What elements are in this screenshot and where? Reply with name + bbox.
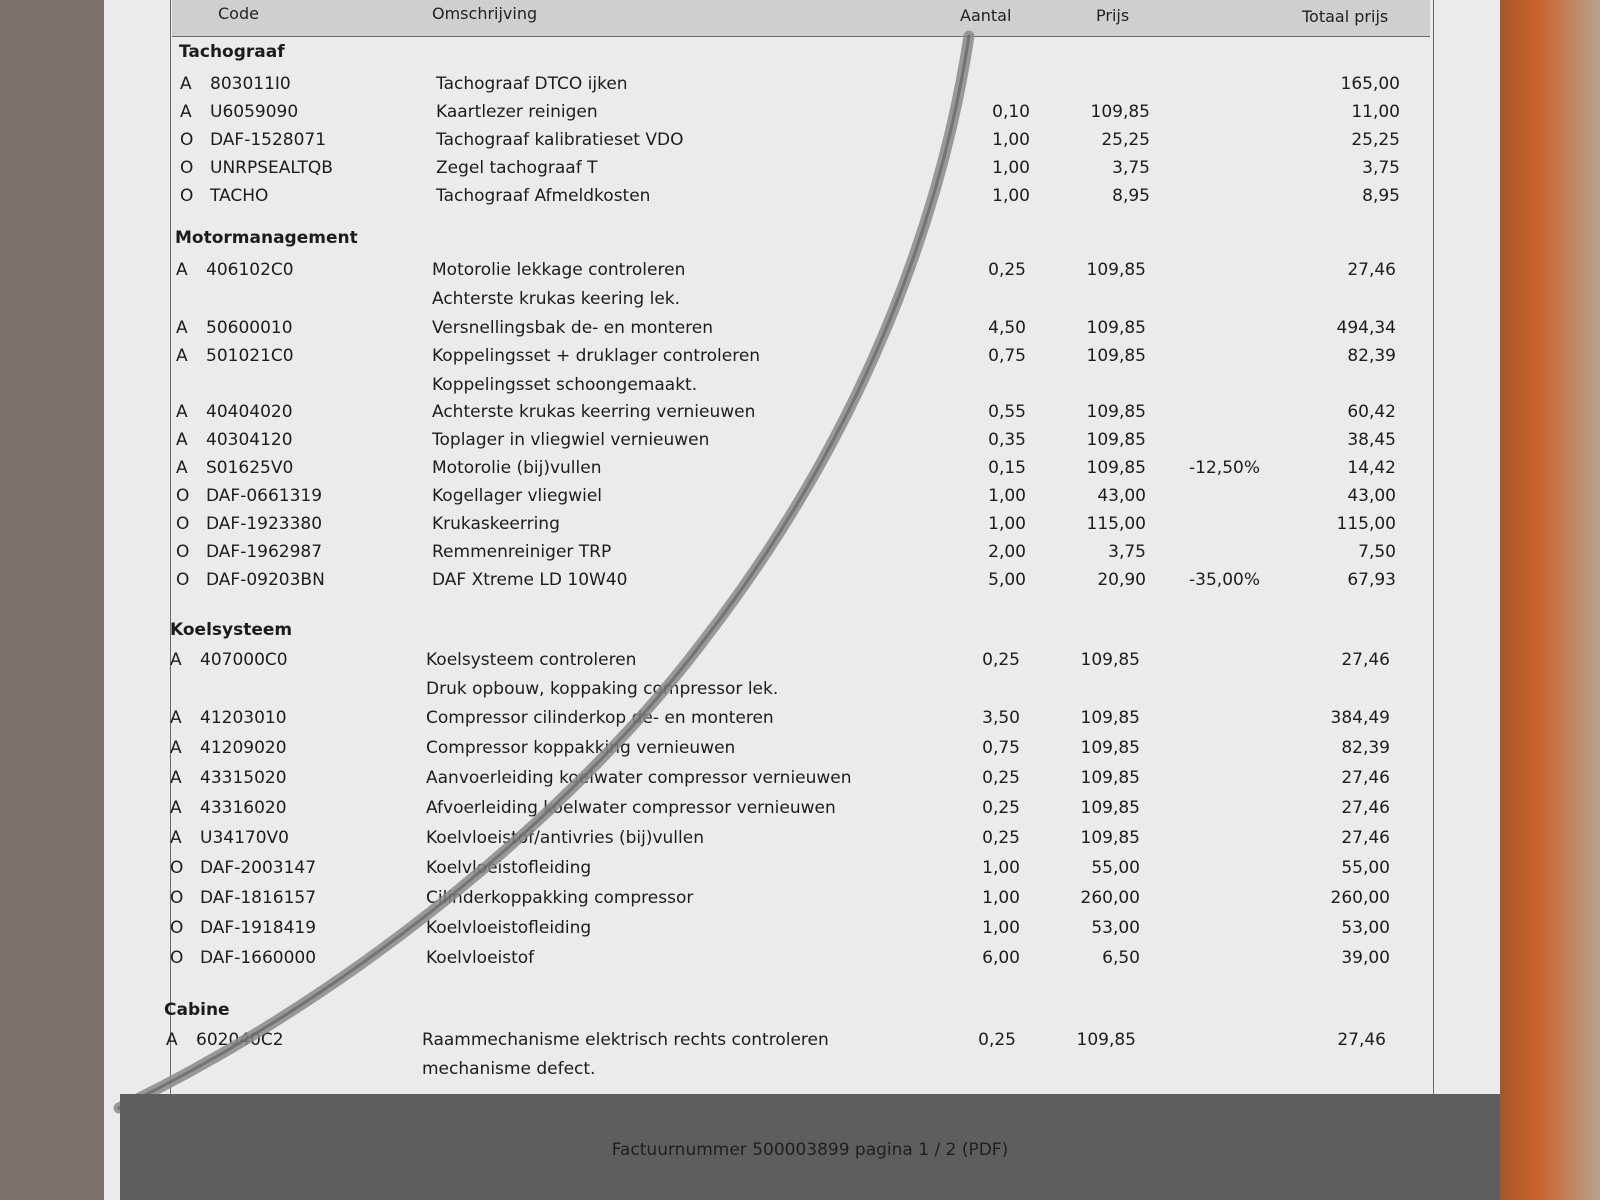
line-price: 3,75: [1112, 158, 1150, 178]
line-qty: 1,00: [988, 514, 1026, 534]
line-type: O: [176, 486, 190, 506]
line-code: DAF-0661319: [206, 486, 323, 506]
line-total: 60,42: [1347, 402, 1396, 422]
section-title: Koelsysteem: [170, 620, 293, 640]
line-code: DAF-1918419: [200, 918, 317, 938]
line-code: DAF-1816157: [200, 888, 317, 908]
line-price: 109,85: [1080, 650, 1140, 670]
line-type: O: [180, 130, 194, 150]
line-qty: 1,00: [992, 158, 1030, 178]
invoice-number-footer: Factuurnummer 500003899 pagina 1 / 2 (PDF): [611, 1140, 1009, 1160]
line-description: Compressor koppakking vernieuwen: [426, 738, 736, 758]
invoice-line: [170, 888, 1410, 916]
line-total: 27,46: [1337, 1030, 1386, 1050]
line-total: 82,39: [1341, 738, 1390, 758]
invoice-line: [180, 102, 1420, 130]
line-price: 109,85: [1080, 828, 1140, 848]
line-price: 109,85: [1080, 708, 1140, 728]
line-price: 20,90: [1097, 570, 1146, 590]
line-code: 41203010: [200, 708, 287, 728]
line-type: A: [170, 708, 182, 728]
line-code: DAF-1962987: [206, 542, 323, 562]
line-type: A: [166, 1030, 178, 1050]
line-code: UNRPSEALTQB: [210, 158, 333, 178]
section-title: Motormanagement: [175, 228, 358, 248]
line-type: A: [180, 74, 192, 94]
invoice-line: [176, 570, 1416, 598]
line-total: 27,46: [1341, 650, 1390, 670]
line-description: Raammechanisme elektrisch rechts controleren: [422, 1030, 829, 1050]
invoice-line: [176, 260, 1416, 288]
line-description: Compressor cilinderkop de- en monteren: [426, 708, 774, 728]
line-code: 43316020: [200, 798, 287, 818]
line-qty: 4,50: [988, 318, 1026, 338]
line-description: Kaartlezer reinigen: [436, 102, 598, 122]
line-price: 109,85: [1086, 260, 1146, 280]
footer-bar: [120, 1094, 1500, 1200]
line-qty: 0,35: [988, 430, 1026, 450]
line-type: O: [170, 858, 184, 878]
header-code: Code: [218, 4, 259, 23]
header-description: Omschrijving: [432, 4, 538, 23]
line-note: Koppelingsset schoongemaakt.: [432, 375, 698, 395]
line-total: 27,46: [1341, 828, 1390, 848]
line-type: O: [170, 888, 184, 908]
line-note: mechanisme defect.: [422, 1059, 596, 1079]
invoice-line: [176, 318, 1416, 346]
line-total: 494,34: [1336, 318, 1396, 338]
line-qty: 1,00: [982, 888, 1020, 908]
invoice-line: [166, 1030, 1406, 1058]
line-description: Koelvloeistof: [426, 948, 535, 968]
line-code: DAF-1923380: [206, 514, 323, 534]
line-discount: -12,50%: [1189, 458, 1260, 478]
line-code: 40304120: [206, 430, 293, 450]
line-total: 27,46: [1341, 768, 1390, 788]
line-code: 41209020: [200, 738, 287, 758]
line-type: A: [170, 650, 182, 670]
invoice-line: [176, 458, 1416, 486]
line-total: 260,00: [1330, 888, 1390, 908]
line-code: 501021C0: [206, 346, 294, 366]
line-qty: 1,00: [988, 486, 1026, 506]
line-code: TACHO: [210, 186, 269, 206]
line-description: Koelvloeistof/antivries (bij)vullen: [426, 828, 704, 848]
line-note: Achterste krukas keering lek.: [432, 289, 681, 309]
line-price: 115,00: [1086, 514, 1146, 534]
line-price: 109,85: [1080, 768, 1140, 788]
line-description: DAF Xtreme LD 10W40: [432, 570, 628, 590]
line-description: Cilinderkoppakking compressor: [426, 888, 694, 908]
table-header: [172, 0, 1430, 37]
line-price: 109,85: [1080, 738, 1140, 758]
line-description: Koppelingsset + druklager controleren: [432, 346, 761, 366]
line-price: 109,85: [1086, 458, 1146, 478]
line-total: 39,00: [1341, 948, 1390, 968]
line-type: A: [180, 102, 192, 122]
line-description: Achterste krukas keerring vernieuwen: [432, 402, 756, 422]
line-type: O: [180, 186, 194, 206]
line-description: Tachograaf DTCO ijken: [436, 74, 628, 94]
background-edge: [1500, 0, 1600, 1200]
header-price: Prijs: [1096, 6, 1130, 25]
section-title: Cabine: [164, 1000, 230, 1020]
invoice-page: [104, 0, 1500, 1200]
invoice-line: [180, 158, 1420, 186]
line-qty: 1,00: [982, 918, 1020, 938]
line-qty: 6,00: [982, 948, 1020, 968]
line-type: A: [176, 458, 188, 478]
line-price: 260,00: [1080, 888, 1140, 908]
line-type: O: [176, 514, 190, 534]
line-qty: 5,00: [988, 570, 1026, 590]
line-total: 82,39: [1347, 346, 1396, 366]
line-description: Afvoerleiding koelwater compressor vernieuwen: [426, 798, 836, 818]
line-code: U6059090: [210, 102, 299, 122]
invoice-line: [170, 948, 1410, 976]
line-total: 7,50: [1358, 542, 1396, 562]
line-qty: 0,25: [982, 828, 1020, 848]
line-qty: 1,00: [992, 186, 1030, 206]
line-qty: 3,50: [982, 708, 1020, 728]
line-total: 53,00: [1341, 918, 1390, 938]
header-total: Totaal prijs: [1302, 7, 1389, 26]
line-code: 602040C2: [196, 1030, 284, 1050]
line-type: A: [170, 828, 182, 848]
line-type: A: [176, 430, 188, 450]
line-type: A: [170, 798, 182, 818]
invoice-line: [170, 858, 1410, 886]
line-description: Motorolie lekkage controleren: [432, 260, 686, 280]
invoice-line: [170, 828, 1410, 856]
line-type: A: [176, 318, 188, 338]
line-price: 109,85: [1076, 1030, 1136, 1050]
line-total: 67,93: [1347, 570, 1396, 590]
line-price: 109,85: [1086, 318, 1146, 338]
line-note: Druk opbouw, koppaking compressor lek.: [426, 679, 779, 699]
line-price: 109,85: [1086, 346, 1146, 366]
line-qty: 0,25: [982, 798, 1020, 818]
line-total: 43,00: [1347, 486, 1396, 506]
section-title: Tachograaf: [179, 42, 285, 62]
line-description: Koelvloeistofleiding: [426, 858, 592, 878]
line-description: Koelsysteem controleren: [426, 650, 637, 670]
line-description: Kogellager vliegwiel: [432, 486, 603, 506]
invoice-line: [176, 514, 1416, 542]
line-qty: 0,15: [988, 458, 1026, 478]
invoice-line: [170, 768, 1410, 796]
line-price: 109,85: [1086, 402, 1146, 422]
line-price: 109,85: [1086, 430, 1146, 450]
line-price: 55,00: [1091, 858, 1140, 878]
line-qty: 0,25: [982, 650, 1020, 670]
invoice-line: [170, 708, 1410, 736]
line-total: 27,46: [1347, 260, 1396, 280]
line-description: Zegel tachograaf T: [436, 158, 598, 178]
line-type: A: [170, 738, 182, 758]
line-type: A: [176, 346, 188, 366]
invoice-line: [170, 798, 1410, 826]
line-type: O: [180, 158, 194, 178]
line-type: O: [170, 918, 184, 938]
line-description: Toplager in vliegwiel vernieuwen: [432, 430, 710, 450]
line-price: 8,95: [1112, 186, 1150, 206]
line-type: O: [176, 570, 190, 590]
line-description: Aanvoerleiding koelwater compressor vernieuwen: [426, 768, 852, 788]
line-type: A: [176, 402, 188, 422]
line-total: 8,95: [1362, 186, 1400, 206]
line-code: DAF-1528071: [210, 130, 327, 150]
line-description: Tachograaf Afmeldkosten: [436, 186, 651, 206]
line-code: 803011I0: [210, 74, 291, 94]
line-qty: 0,55: [988, 402, 1026, 422]
line-code: DAF-1660000: [200, 948, 317, 968]
line-code: 407000C0: [200, 650, 288, 670]
line-price: 6,50: [1102, 948, 1140, 968]
line-qty: 0,75: [982, 738, 1020, 758]
invoice-line: [180, 186, 1420, 214]
line-description: Tachograaf kalibratieset VDO: [436, 130, 684, 150]
line-price: 109,85: [1080, 798, 1140, 818]
invoice-line: [170, 650, 1410, 678]
line-qty: 1,00: [992, 130, 1030, 150]
line-code: U34170V0: [200, 828, 289, 848]
line-qty: 0,10: [992, 102, 1030, 122]
invoice-line: [176, 542, 1416, 570]
line-code: 40404020: [206, 402, 293, 422]
invoice-line: [176, 346, 1416, 374]
line-total: 14,42: [1347, 458, 1396, 478]
line-type: O: [170, 948, 184, 968]
line-total: 55,00: [1341, 858, 1390, 878]
line-price: 43,00: [1097, 486, 1146, 506]
line-price: 109,85: [1090, 102, 1150, 122]
line-qty: 0,25: [988, 260, 1026, 280]
invoice-line: [180, 74, 1420, 102]
line-price: 25,25: [1101, 130, 1150, 150]
invoice-line: [176, 486, 1416, 514]
line-qty: 2,00: [988, 542, 1026, 562]
line-total: 27,46: [1341, 798, 1390, 818]
line-total: 384,49: [1330, 708, 1390, 728]
line-qty: 1,00: [982, 858, 1020, 878]
line-code: DAF-09203BN: [206, 570, 325, 590]
invoice-line: [180, 130, 1420, 158]
line-description: Motorolie (bij)vullen: [432, 458, 602, 478]
line-description: Remmenreiniger TRP: [432, 542, 612, 562]
line-total: 38,45: [1347, 430, 1396, 450]
line-type: A: [170, 768, 182, 788]
line-total: 25,25: [1351, 130, 1400, 150]
invoice-line: [170, 738, 1410, 766]
line-code: 43315020: [200, 768, 287, 788]
invoice-line: [170, 918, 1410, 946]
line-description: Krukaskeerring: [432, 514, 560, 534]
invoice-line: [176, 402, 1416, 430]
line-description: Koelvloeistofleiding: [426, 918, 592, 938]
line-total: 165,00: [1340, 74, 1400, 94]
line-discount: -35,00%: [1189, 570, 1260, 590]
line-type: A: [176, 260, 188, 280]
line-price: 53,00: [1091, 918, 1140, 938]
line-qty: 0,25: [982, 768, 1020, 788]
line-qty: 0,25: [978, 1030, 1016, 1050]
header-qty: Aantal: [960, 6, 1012, 25]
line-type: O: [176, 542, 190, 562]
line-description: Versnellingsbak de- en monteren: [432, 318, 714, 338]
line-price: 3,75: [1108, 542, 1146, 562]
line-total: 115,00: [1336, 514, 1396, 534]
line-code: DAF-2003147: [200, 858, 317, 878]
line-code: 50600010: [206, 318, 293, 338]
line-qty: 0,75: [988, 346, 1026, 366]
line-total: 3,75: [1362, 158, 1400, 178]
invoice-line: [176, 430, 1416, 458]
line-code: 406102C0: [206, 260, 294, 280]
line-code: S01625V0: [206, 458, 294, 478]
line-total: 11,00: [1351, 102, 1400, 122]
